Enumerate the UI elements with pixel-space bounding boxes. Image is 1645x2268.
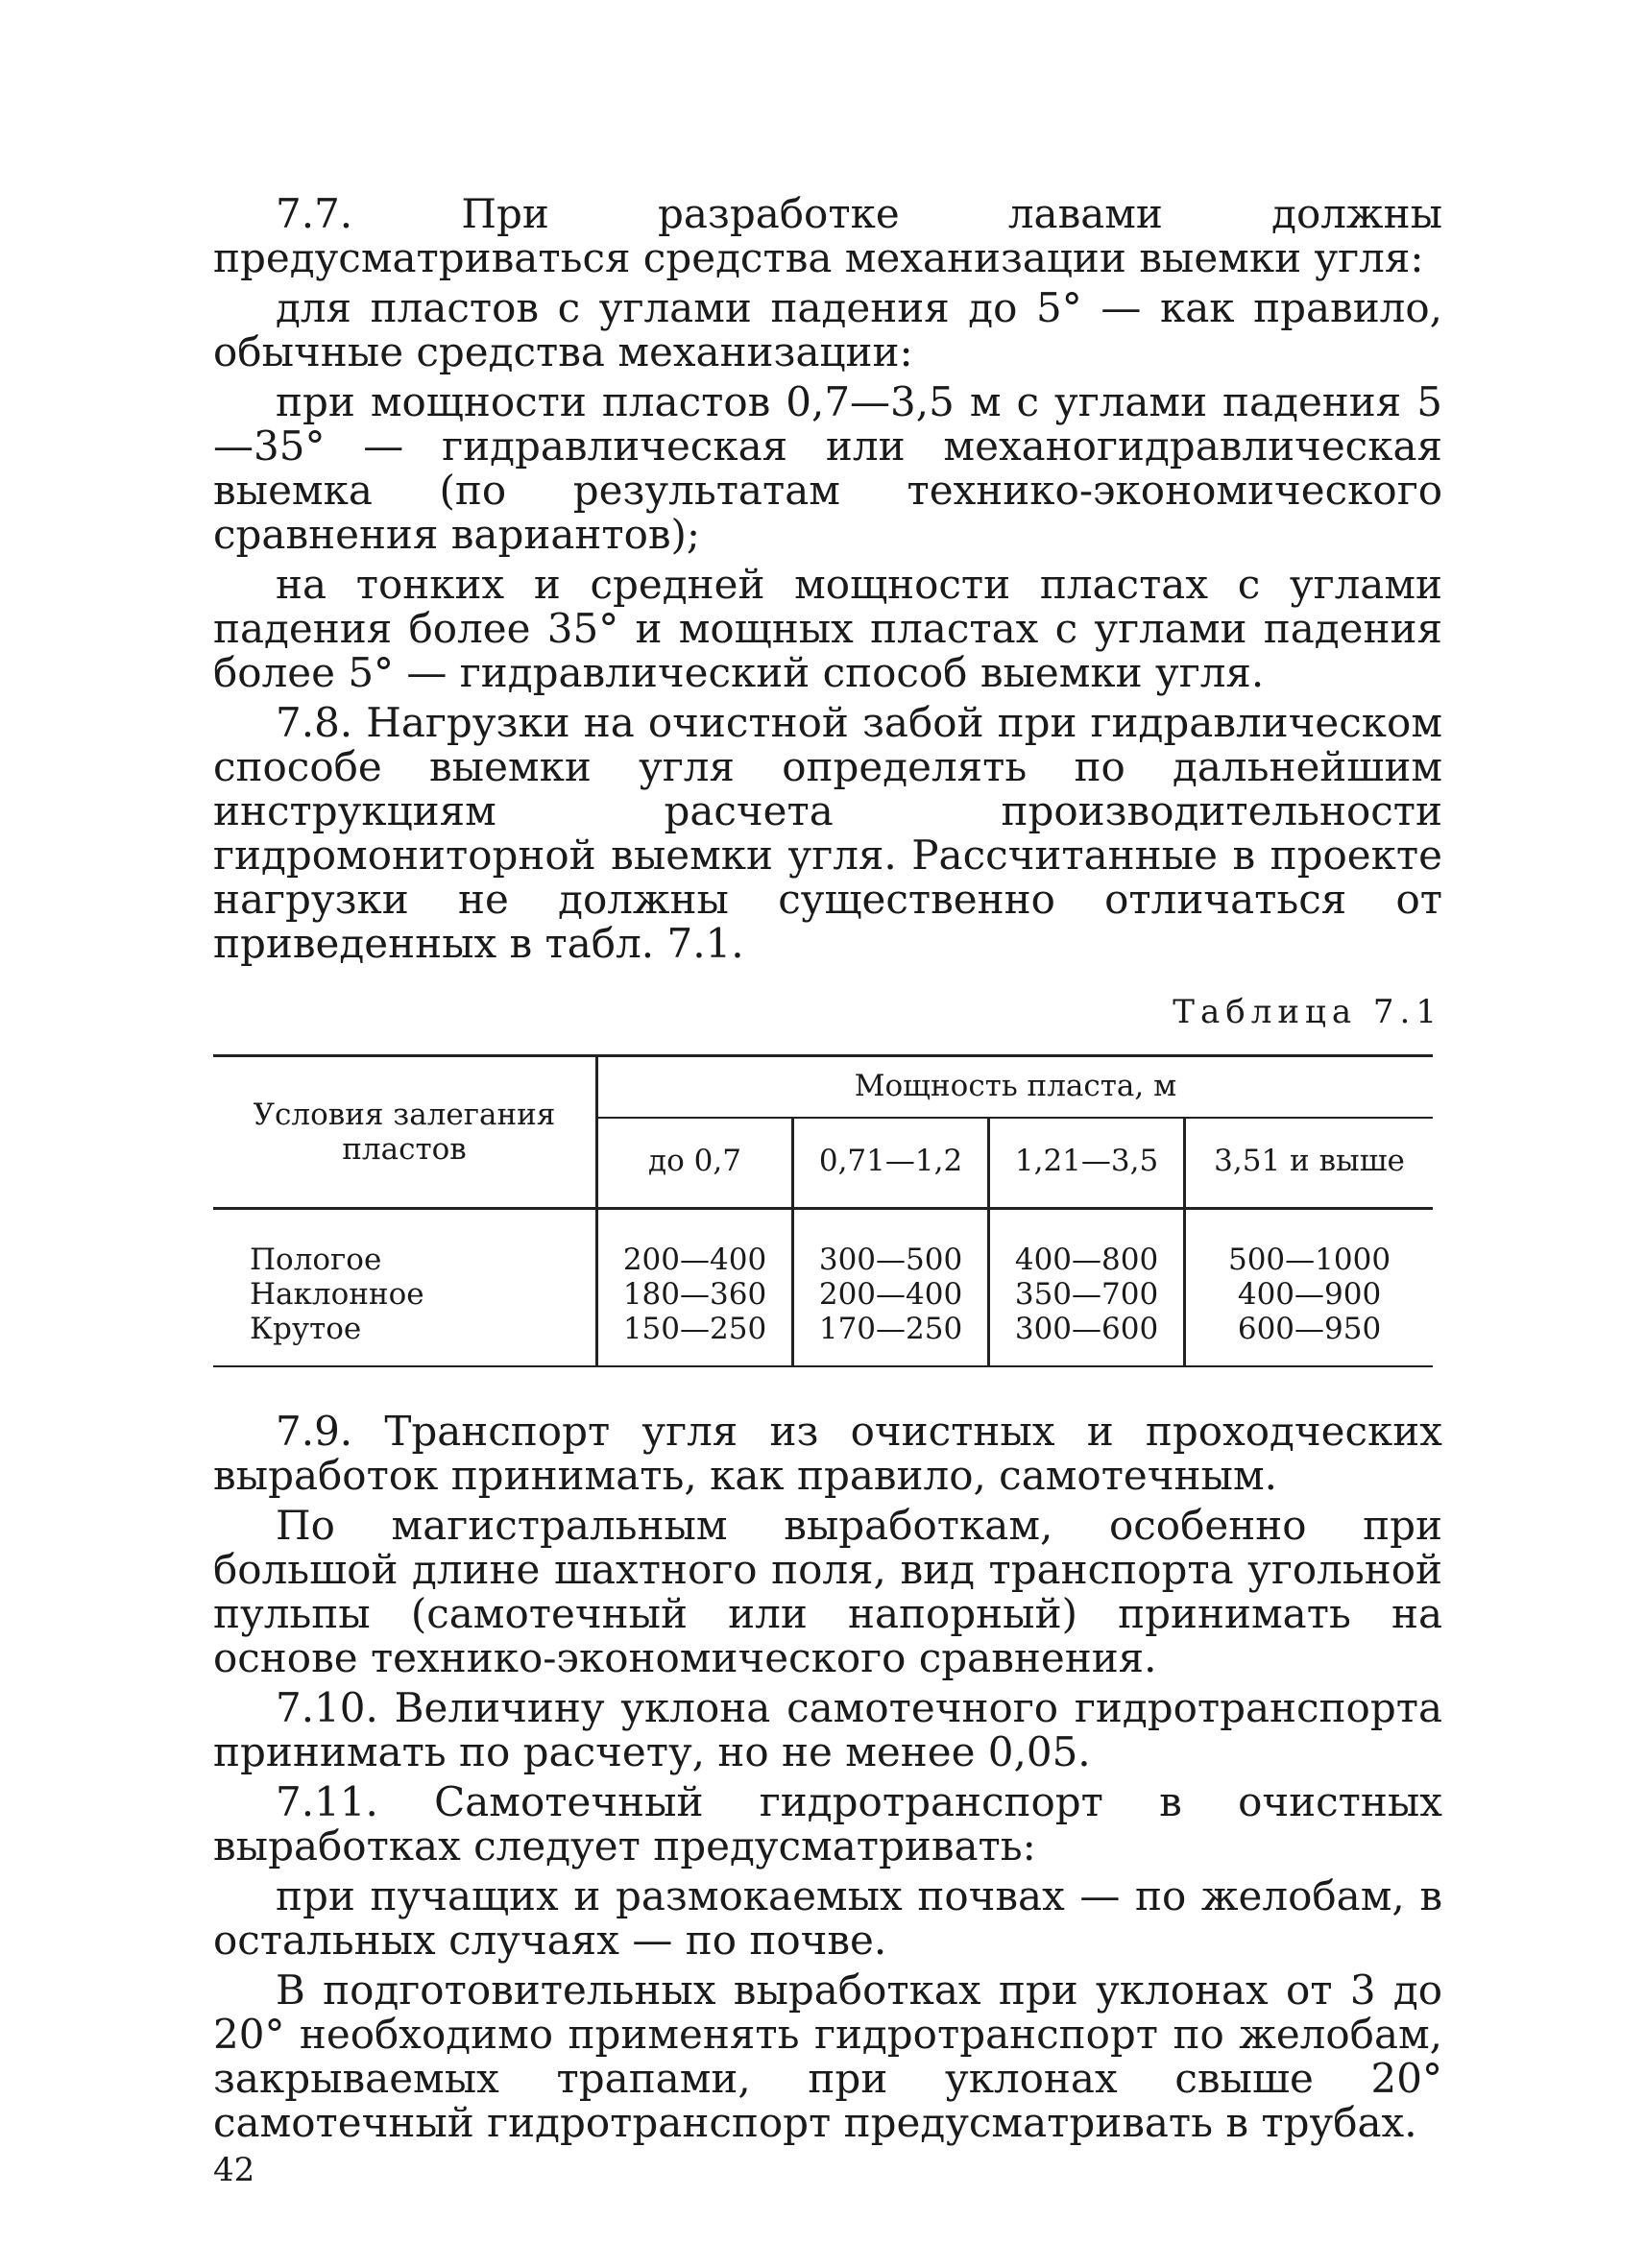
table-cell: 200—400	[622, 1243, 767, 1277]
table-cell: 600—950	[1237, 1312, 1382, 1346]
values-column	[989, 1209, 1185, 1366]
column-header: 0,71—1,2	[793, 1118, 989, 1209]
paragraph-7-11: 7.11. Самотечный гидротранспорт в очистных выработках следует предусматривать:	[213, 1778, 1442, 1870]
paragraph-development-workings: В подготовительных выработках при уклонах от 3 до 20° необходимо применять гидротранспорт по желобам, закрываемых трапами, при уклонах свыше 20° самотечный гидротранспорт предусматривать в трубах.	[213, 1966, 1442, 2146]
values-column	[1185, 1209, 1433, 1366]
conditions-column	[213, 1209, 597, 1366]
paragraph-inclined-seams: при мощности пластов 0,7—3,5 м с углами падения 5—35° — гидравлическая или механогидравлическая выемка (по результатам технико-экономического сравнения вариантов);	[213, 378, 1442, 558]
paragraph-7-8: 7.8. Нагрузки на очистной забой при гидравлическом способе выемки угля определять по дальнейшим инструкциям расчета производительности гидромониторной выемки угля. Рассчитанные в проекте нагрузки не должны существенно отличаться от приведенных в табл. 7.1.	[213, 699, 1442, 967]
page-number: 42	[213, 2151, 255, 2189]
paragraph-swelling-soils: при пучащих и размокаемых почвах — по желобам, в остальных случаях — по почве.	[213, 1872, 1442, 1964]
paragraph-7-10: 7.10. Величину уклона самотечного гидротранспорта принимать по расчету, но не менее 0,05.	[213, 1684, 1442, 1775]
table-cell: 150—250	[622, 1312, 767, 1346]
column-header: 3,51 и выше	[1185, 1118, 1433, 1209]
paragraph-flat-seams: для пластов с углами падения до 5° — как правило, обычные средства механизации:	[213, 284, 1442, 375]
table-cell: 170—250	[818, 1312, 963, 1346]
values-column	[597, 1209, 793, 1366]
table-cell: 300—500	[818, 1243, 963, 1277]
table-cell: 400—900	[1237, 1277, 1382, 1312]
group-header: Мощность пласта, м	[597, 1057, 1434, 1118]
table-body-row	[213, 1209, 1433, 1366]
table-cell: 300—600	[1014, 1312, 1159, 1346]
column-header: до 0,7	[597, 1118, 793, 1209]
paragraph-7-9: 7.9. Транспорт угля из очистных и проходческих выработок принимать, как правило, самотечным.	[213, 1408, 1442, 1499]
column-header: 1,21—3,5	[989, 1118, 1185, 1209]
values-column	[793, 1209, 989, 1366]
condition-label: Крутое	[250, 1312, 362, 1346]
condition-label: Пологое	[250, 1243, 382, 1277]
table-cell: 400—800	[1014, 1243, 1159, 1277]
table-cell: 200—400	[818, 1277, 963, 1312]
condition-label: Наклонное	[250, 1277, 424, 1312]
table-cell: 180—360	[622, 1277, 767, 1312]
text-after-table	[213, 1410, 1442, 2145]
row-header: Условия залегания пластов	[213, 1057, 597, 1209]
table-cell: 350—700	[1014, 1277, 1159, 1312]
paragraph-7-7: 7.7. При разработке лавами должны предусматриваться средства механизации выемки угля:	[213, 190, 1442, 281]
load-table	[213, 1054, 1433, 1367]
table-cell: 500—1000	[1227, 1243, 1391, 1277]
document-page	[213, 192, 1442, 2189]
table-caption: Таблица 7.1	[1173, 993, 1442, 1031]
paragraph-steep-seams: на тонких и средней мощности пластах с углами падения более 35° и мощных пластах с углами падения более 5° — гидравлический способ выемки угля.	[213, 561, 1442, 696]
text-before-table	[213, 192, 1442, 966]
paragraph-main-workings: По магистральным выработкам, особенно при большой длине шахтного поля, вид транспорта угольной пульпы (самотечный или напорный) принимать на основе технико-экономического сравнения.	[213, 1502, 1442, 1681]
